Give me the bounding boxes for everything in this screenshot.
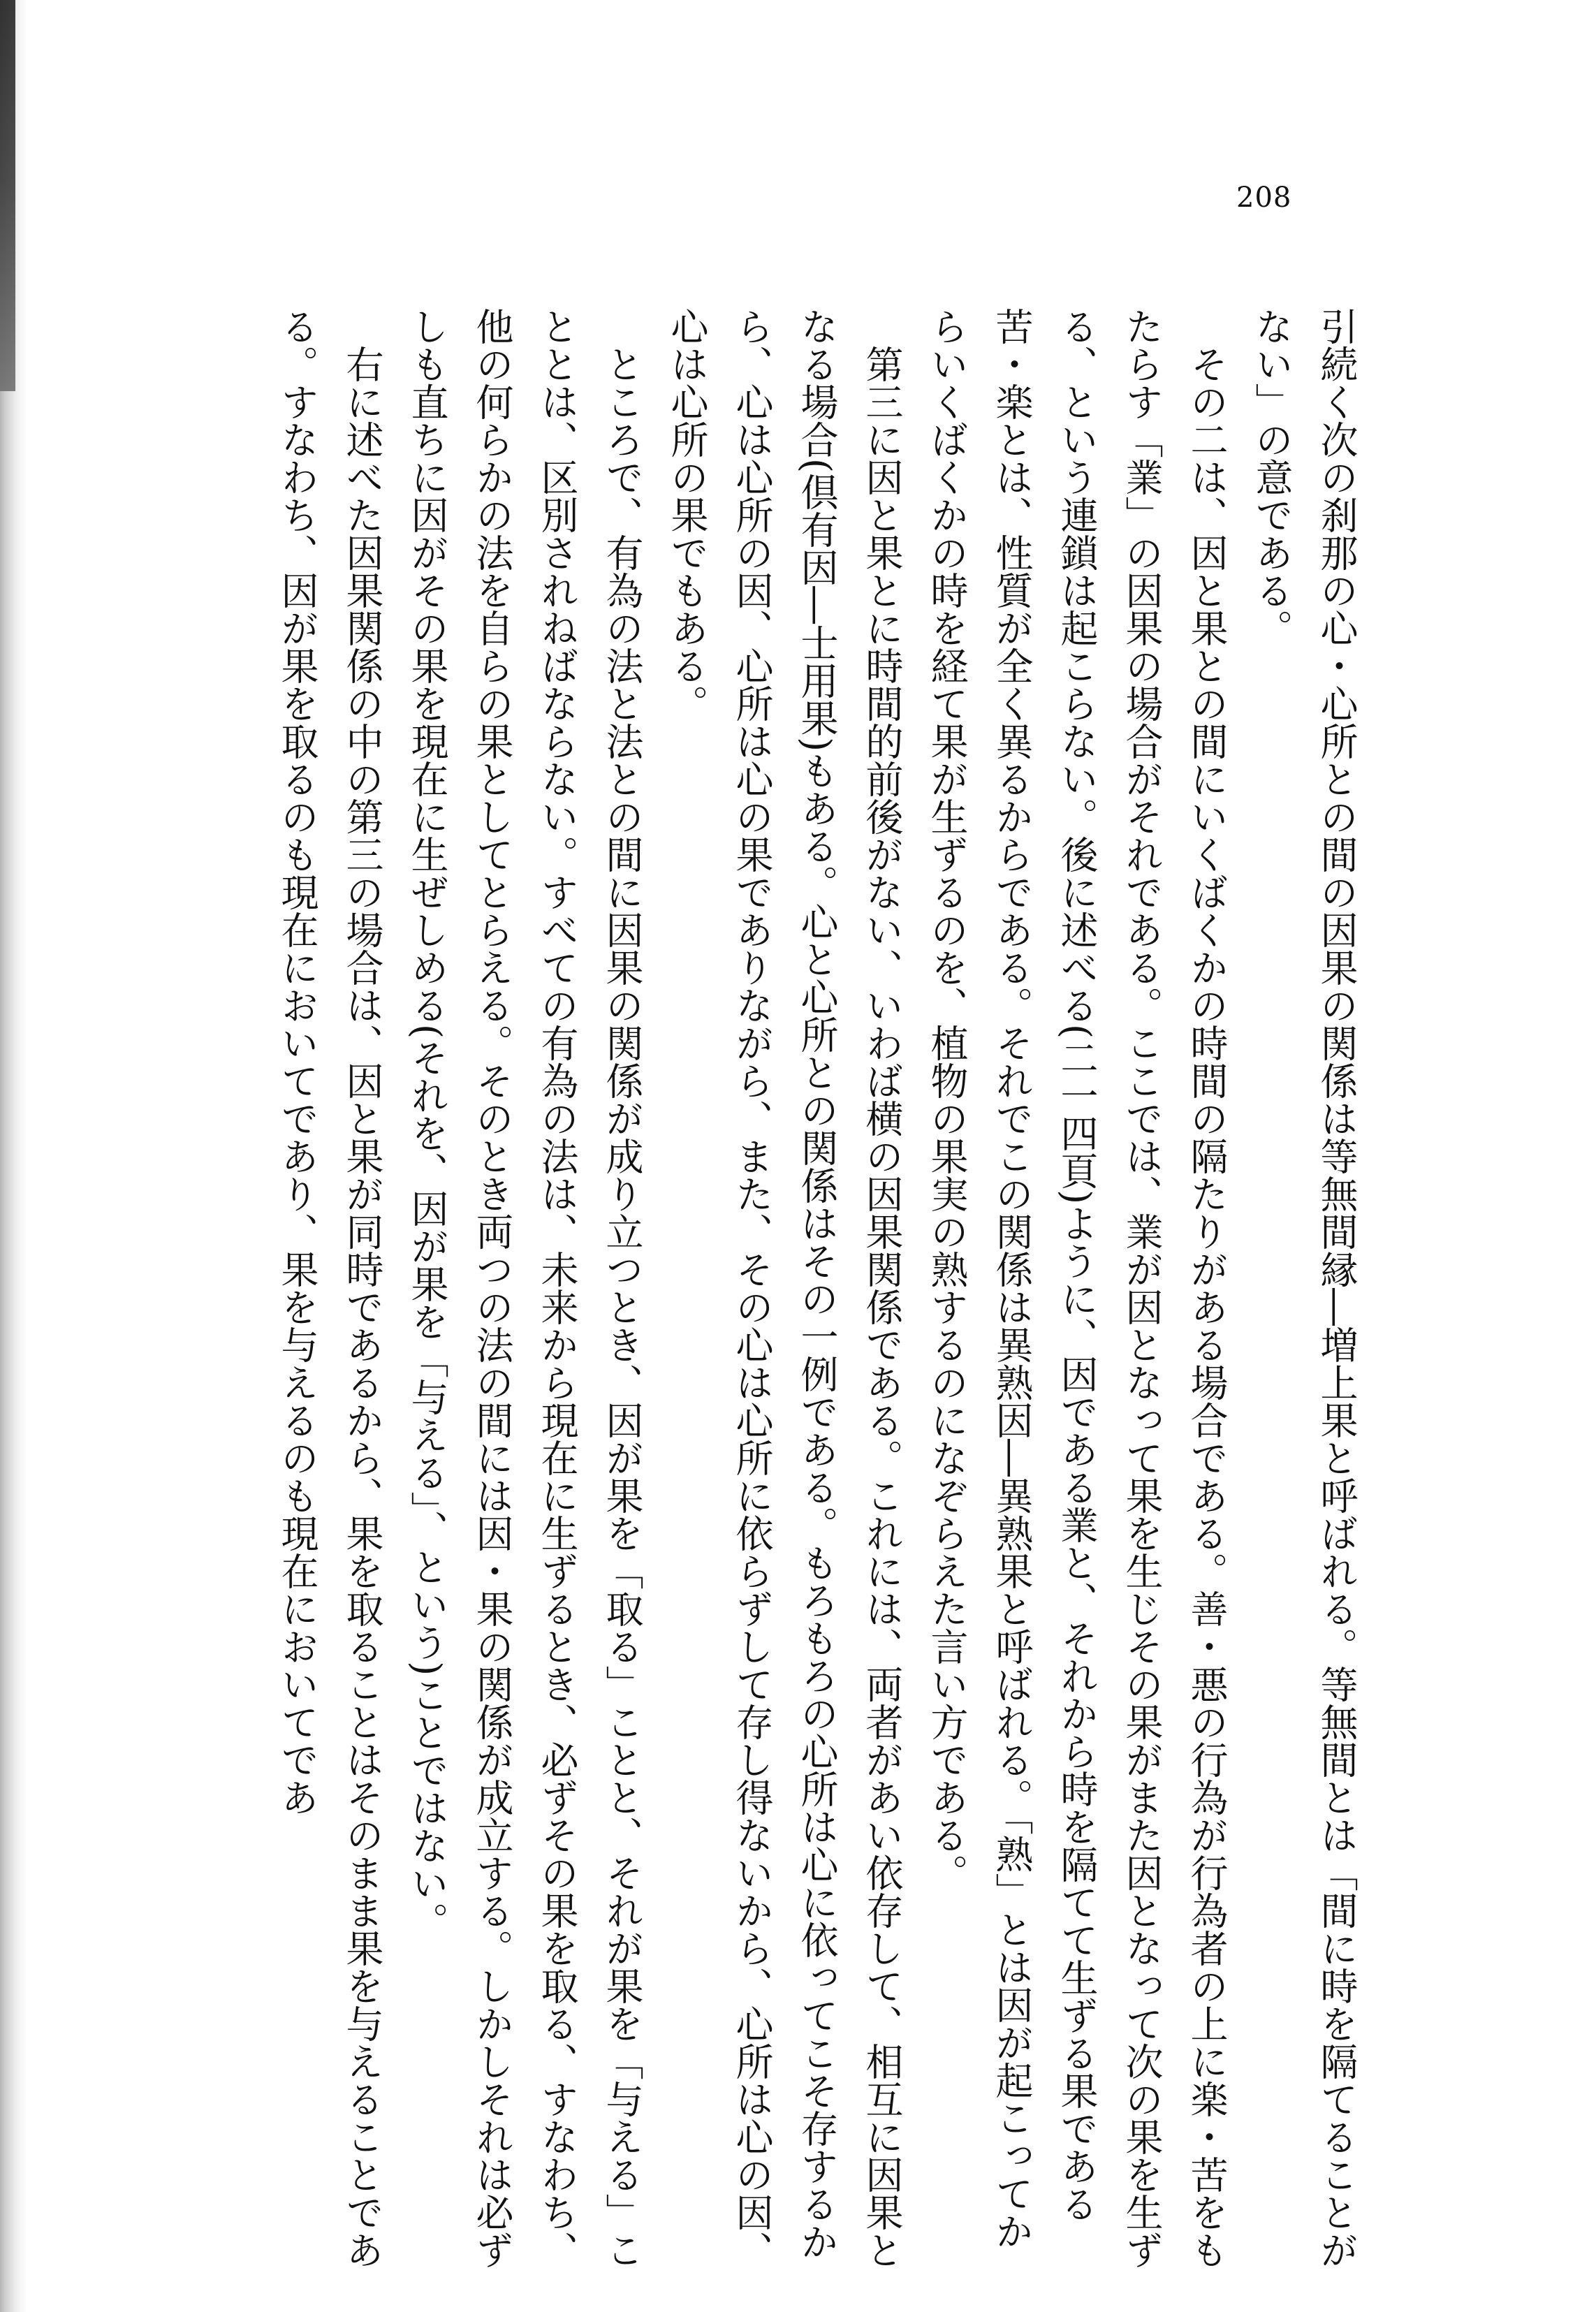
paragraph-3: 第三に因と果とに時間的前後がない、いわば横の因果関係である。これには、両者があい依存して、相互に因果となる場合(倶有因―士用果)もある。心と心所との関係はその一例である。もろもろの心所は心に依ってこそ存するから、心は心所の因、心所は心の果でありながら、また、その心は心所に依らずして存し得ないから、心所は心の因、心は心所の果でもある。 bbox=[665, 307, 904, 2269]
paragraph-5: 右に述べた因果関係の中の第三の場合は、因と果が同時であるから、果を取ることはそのまま果を与えることである。すなわち、因が果を取るのも現在においてであり、果を与えるのも現在においてであ bbox=[275, 307, 384, 2269]
paragraph-2: その二は、因と果との間にいくばくかの時間の隔たりがある場合である。善・悪の行為が行為者の上に楽・苦をもたらす「業」の因果の場合がそれである。ここでは、業が因となって果を生じその果がまた因となって次の果を生ずる、という連鎖は起こらない。後に述べる(二一四頁)ように、因である業と、それから時を隔てて生ずる果である苦・楽とは、性質が全く異るからである。それでこの関係は異熟因―異熟果と呼ばれる。「熟」とは因が起こってからいくばくかの時を経て果が生ずるのを、植物の果実の熟するのになぞらえた言い方である。 bbox=[925, 307, 1229, 2269]
paragraph-1: 引続く次の刹那の心・心所との間の因果の関係は等無間縁―増上果と呼ばれる。等無間とは「間に時を隔てることがない」の意である。 bbox=[1250, 307, 1359, 2269]
page-number: 208 bbox=[1236, 182, 1292, 214]
paragraph-4: ところで、有為の法と法との間に因果の関係が成り立つとき、因が果を「取る」ことと、それが果を「与える」こととは、区別されねばならない。すべての有為の法は、未来から現在に生ずるとき、必ずその果を取る、すなわち、他の何らかの法を自らの果としてとらえる。そのとき両つの法の間には因・果の関係が成立する。しかしそれは必ずしも直ちに因がその果を現在に生ぜしめる(それを、因が果を「与える」、という)ことではない。 bbox=[405, 307, 644, 2269]
scan-edge-binding bbox=[0, 0, 15, 391]
body-text bbox=[91, 307, 1369, 2277]
